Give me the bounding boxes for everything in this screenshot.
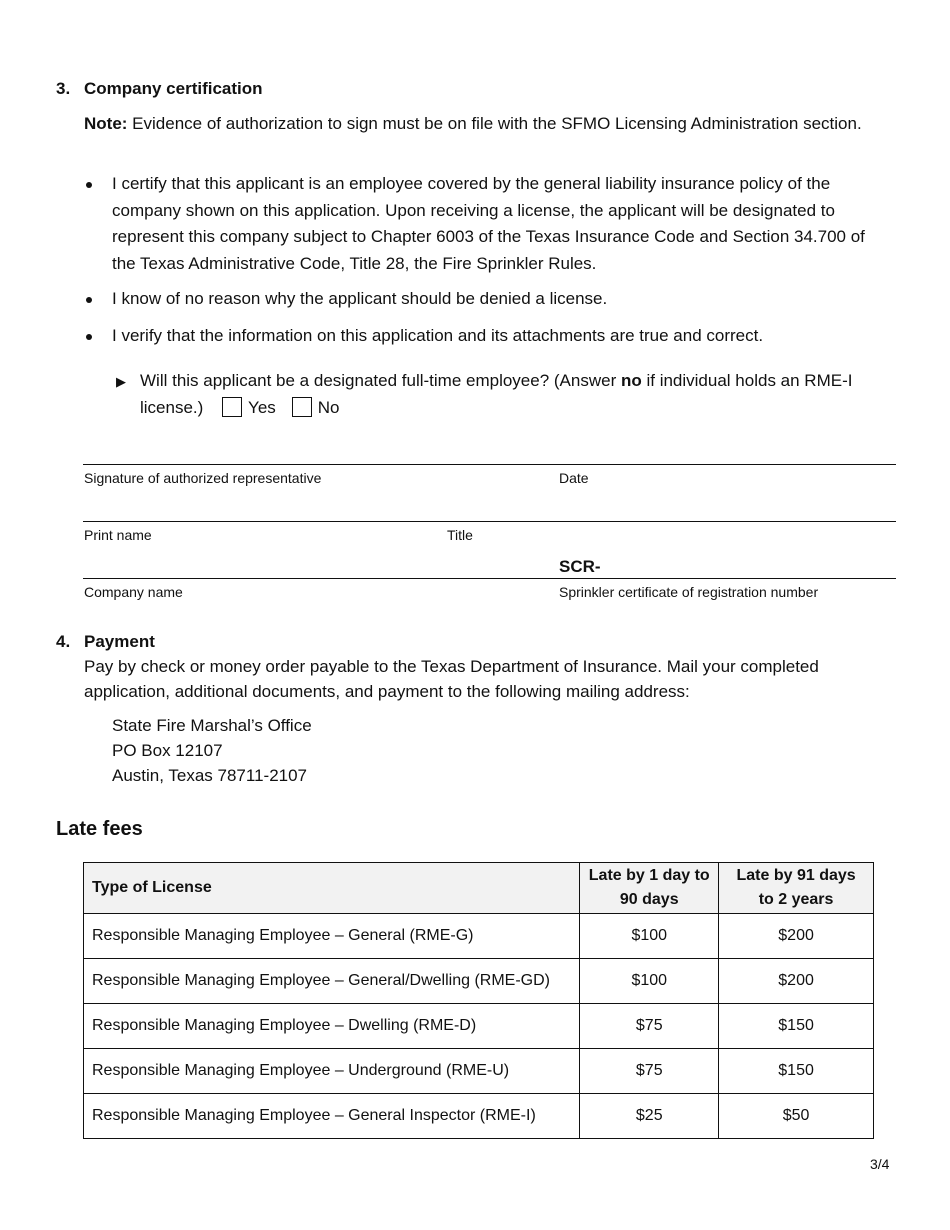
fee-cell: $100: [580, 959, 719, 1004]
certification-item: [84, 286, 884, 313]
fee-cell: $50: [719, 1094, 874, 1139]
signature-label: Signature of authorized representative: [84, 470, 322, 486]
section-3-title: Company certification: [84, 79, 263, 98]
company-line: [83, 578, 896, 579]
certification-item-text: I verify that the information on this application and its attachments are true and correct.: [112, 325, 764, 345]
certificate-number-label: Sprinkler certificate of registration number: [559, 584, 819, 600]
late-fees-heading: Late fees: [56, 818, 143, 840]
late-fees-table: [83, 862, 874, 1139]
license-type-cell: Responsible Managing Employee – General/Dwelling (RME-GD): [84, 959, 580, 1004]
certification-item-text: I know of no reason why the applicant should be denied a license.: [112, 289, 608, 308]
signature-line: [83, 464, 896, 465]
no-label: No: [317, 397, 340, 417]
payment-text: Pay by check or money order payable to the Texas Department of Insurance. Mail your completed application, additional documents, and payment to the following mailing address:: [84, 657, 819, 701]
table-row: [84, 959, 874, 1004]
section-4-number: 4.: [56, 632, 71, 651]
full-time-question: [140, 368, 890, 421]
column-header: Type of License: [84, 863, 580, 914]
date-label: Date: [559, 470, 589, 486]
question-text-end: if individual holds an RME-I license.): [140, 371, 853, 417]
bullet-icon: [86, 334, 92, 340]
fee-cell: $150: [719, 1004, 874, 1049]
table-row: [84, 1049, 874, 1094]
certification-list: [84, 171, 884, 349]
fee-cell: $75: [580, 1049, 719, 1094]
table-header-row: [84, 863, 874, 914]
table-row: [84, 1004, 874, 1049]
address-line: State Fire Marshal’s Office: [112, 716, 312, 735]
certification-item-text: I certify that this applicant is an employee covered by the general liability insurance policy of the company shown on this application. Upon receiving a license, the applicant will be designated to represent this company subject to Chapter 6003 of the Texas Insurance Code and Section 34.700 of the Texas Administrative Code, Title 28, the Fire Sprinkler Rules.: [112, 174, 865, 273]
yes-label: Yes: [248, 397, 276, 417]
title-label: Title: [447, 527, 473, 543]
license-type-cell: Responsible Managing Employee – Underground (RME-U): [84, 1049, 580, 1094]
fee-cell: $150: [719, 1049, 874, 1094]
question-text: Will this applicant be a designated full-time employee? (Answer: [140, 371, 621, 390]
note-label: Note:: [84, 114, 128, 133]
certification-item: [84, 171, 884, 277]
fee-cell: $100: [580, 914, 719, 959]
bullet-icon: [86, 297, 92, 303]
triangle-right-icon: ▶: [116, 374, 126, 389]
license-type-cell: Responsible Managing Employee – General (RME-G): [84, 914, 580, 959]
mailing-address: [112, 713, 312, 788]
fee-cell: $200: [719, 959, 874, 1004]
license-type-cell: Responsible Managing Employee – Dwelling (RME-D): [84, 1004, 580, 1049]
license-type-cell: Responsible Managing Employee – General Inspector (RME-I): [84, 1094, 580, 1139]
section-3-number: 3.: [56, 79, 71, 98]
fee-cell: $25: [580, 1094, 719, 1139]
certification-item: [84, 323, 884, 350]
section-4-title: Payment: [84, 632, 155, 651]
note-text: Evidence of authorization to sign must be on file with the SFMO Licensing Administration section.: [127, 114, 862, 133]
fee-cell: $75: [580, 1004, 719, 1049]
question-bold: no: [620, 371, 642, 390]
section-3-note: [84, 111, 894, 136]
table-row: [84, 914, 874, 959]
fee-cell: $200: [719, 914, 874, 959]
column-header: Late by 1 day to 90 days: [580, 863, 719, 914]
print-name-line: [83, 521, 896, 522]
page-number: 3/4: [870, 1156, 890, 1172]
scr-prefix: SCR-: [559, 557, 601, 576]
company-name-label: Company name: [84, 584, 183, 600]
print-name-label: Print name: [84, 527, 152, 543]
yes-checkbox[interactable]: [222, 397, 242, 417]
table-row: [84, 1094, 874, 1139]
address-line: Austin, Texas 78711-2107: [112, 766, 308, 785]
address-line: PO Box 12107: [112, 741, 223, 760]
no-checkbox[interactable]: [292, 397, 312, 417]
column-header: Late by 91 days to 2 years: [719, 863, 874, 914]
bullet-icon: [86, 182, 92, 188]
